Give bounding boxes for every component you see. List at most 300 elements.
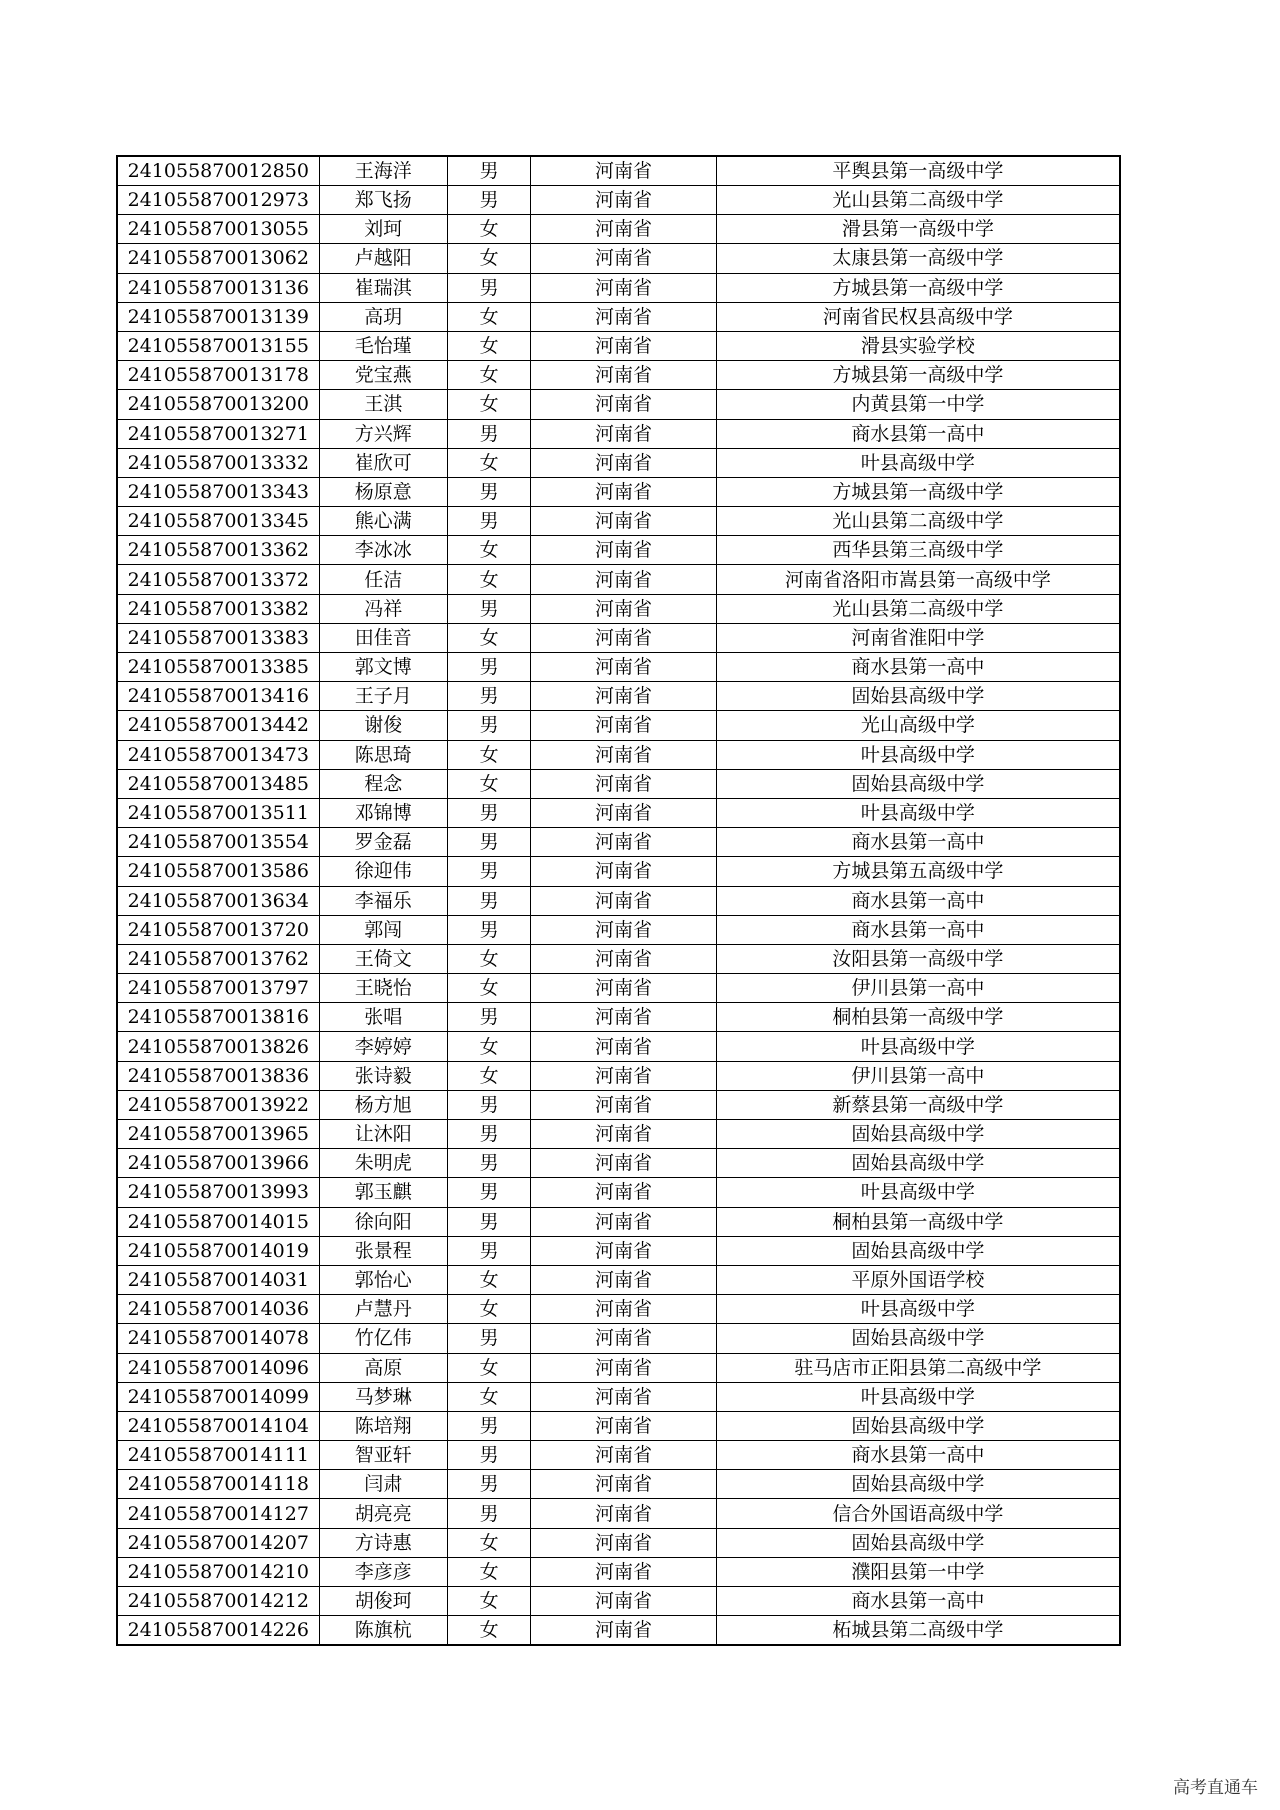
student-id-cell: 241055870013966	[117, 1149, 319, 1178]
student-name-cell: 张唱	[319, 1003, 447, 1032]
table-row	[117, 1032, 1120, 1061]
province-cell: 河南省	[531, 828, 717, 857]
table-row	[117, 1207, 1120, 1236]
school-cell: 固始县高级中学	[716, 1411, 1120, 1440]
school-cell: 固始县高级中学	[716, 1149, 1120, 1178]
school-cell: 商水县第一高中	[716, 1587, 1120, 1616]
table-row	[117, 215, 1120, 244]
table-row	[117, 857, 1120, 886]
student-id-cell: 241055870013200	[117, 390, 319, 419]
school-cell: 叶县高级中学	[716, 798, 1120, 827]
table-row	[117, 623, 1120, 652]
gender-cell: 女	[447, 769, 530, 798]
student-name-cell: 郭怡心	[319, 1265, 447, 1294]
student-id-cell: 241055870013062	[117, 244, 319, 273]
school-cell: 滑县实验学校	[716, 331, 1120, 360]
gender-cell: 男	[447, 477, 530, 506]
table-row	[117, 1528, 1120, 1557]
student-name-cell: 徐向阳	[319, 1207, 447, 1236]
province-cell: 河南省	[531, 507, 717, 536]
student-id-cell: 241055870013797	[117, 974, 319, 1003]
student-name-cell: 任洁	[319, 565, 447, 594]
student-id-cell: 241055870012850	[117, 156, 319, 186]
table-row	[117, 1616, 1120, 1646]
gender-cell: 男	[447, 1470, 530, 1499]
table-row	[117, 1470, 1120, 1499]
student-name-cell: 方兴辉	[319, 419, 447, 448]
student-id-cell: 241055870014118	[117, 1470, 319, 1499]
student-id-cell: 241055870013511	[117, 798, 319, 827]
province-cell: 河南省	[531, 215, 717, 244]
school-cell: 濮阳县第一中学	[716, 1557, 1120, 1586]
table-row	[117, 1441, 1120, 1470]
gender-cell: 女	[447, 215, 530, 244]
student-id-cell: 241055870013993	[117, 1178, 319, 1207]
province-cell: 河南省	[531, 944, 717, 973]
student-name-cell: 毛怡瑾	[319, 331, 447, 360]
table-row	[117, 1411, 1120, 1440]
province-cell: 河南省	[531, 1411, 717, 1440]
student-name-cell: 让沐阳	[319, 1120, 447, 1149]
gender-cell: 男	[447, 682, 530, 711]
student-name-cell: 郭文博	[319, 653, 447, 682]
school-cell: 内黄县第一中学	[716, 390, 1120, 419]
province-cell: 河南省	[531, 448, 717, 477]
student-name-cell: 田佳音	[319, 623, 447, 652]
province-cell: 河南省	[531, 915, 717, 944]
table-row	[117, 769, 1120, 798]
student-name-cell: 罗金磊	[319, 828, 447, 857]
student-id-cell: 241055870013586	[117, 857, 319, 886]
student-id-cell: 241055870012973	[117, 186, 319, 215]
student-name-cell: 王淇	[319, 390, 447, 419]
school-cell: 光山县第二高级中学	[716, 186, 1120, 215]
student-name-cell: 李婷婷	[319, 1032, 447, 1061]
school-cell: 固始县高级中学	[716, 682, 1120, 711]
province-cell: 河南省	[531, 186, 717, 215]
student-name-cell: 郑飞扬	[319, 186, 447, 215]
school-cell: 汝阳县第一高级中学	[716, 944, 1120, 973]
table-row	[117, 1382, 1120, 1411]
student-id-cell: 241055870014111	[117, 1441, 319, 1470]
student-id-cell: 241055870013922	[117, 1090, 319, 1119]
province-cell: 河南省	[531, 477, 717, 506]
gender-cell: 男	[447, 886, 530, 915]
gender-cell: 女	[447, 1557, 530, 1586]
student-id-cell: 241055870014104	[117, 1411, 319, 1440]
table-row	[117, 915, 1120, 944]
gender-cell: 女	[447, 1032, 530, 1061]
gender-cell: 男	[447, 1003, 530, 1032]
table-row	[117, 974, 1120, 1003]
table-row	[117, 1236, 1120, 1265]
student-id-cell: 241055870013178	[117, 361, 319, 390]
student-name-cell: 闫肃	[319, 1470, 447, 1499]
table-row	[117, 1353, 1120, 1382]
school-cell: 商水县第一高中	[716, 886, 1120, 915]
gender-cell: 女	[447, 1587, 530, 1616]
table-row	[117, 1324, 1120, 1353]
province-cell: 河南省	[531, 769, 717, 798]
gender-cell: 女	[447, 1528, 530, 1557]
province-cell: 河南省	[531, 653, 717, 682]
student-name-cell: 陈思琦	[319, 740, 447, 769]
student-id-cell: 241055870013345	[117, 507, 319, 536]
table-row	[117, 1587, 1120, 1616]
student-id-cell: 241055870014127	[117, 1499, 319, 1528]
student-name-cell: 李福乐	[319, 886, 447, 915]
province-cell: 河南省	[531, 1441, 717, 1470]
province-cell: 河南省	[531, 798, 717, 827]
province-cell: 河南省	[531, 974, 717, 1003]
student-name-cell: 张景程	[319, 1236, 447, 1265]
table-row	[117, 390, 1120, 419]
school-cell: 滑县第一高级中学	[716, 215, 1120, 244]
table-row	[117, 828, 1120, 857]
province-cell: 河南省	[531, 390, 717, 419]
province-cell: 河南省	[531, 1587, 717, 1616]
gender-cell: 女	[447, 565, 530, 594]
student-id-cell: 241055870013382	[117, 594, 319, 623]
student-id-cell: 241055870013836	[117, 1061, 319, 1090]
table-row	[117, 507, 1120, 536]
gender-cell: 女	[447, 740, 530, 769]
gender-cell: 女	[447, 244, 530, 273]
student-id-cell: 241055870014212	[117, 1587, 319, 1616]
province-cell: 河南省	[531, 1090, 717, 1119]
province-cell: 河南省	[531, 156, 717, 186]
table-row	[117, 1178, 1120, 1207]
province-cell: 河南省	[531, 361, 717, 390]
student-id-cell: 241055870013965	[117, 1120, 319, 1149]
school-cell: 信合外国语高级中学	[716, 1499, 1120, 1528]
student-id-cell: 241055870013139	[117, 302, 319, 331]
table-row	[117, 244, 1120, 273]
school-cell: 河南省淮阳中学	[716, 623, 1120, 652]
gender-cell: 男	[447, 1178, 530, 1207]
school-cell: 叶县高级中学	[716, 1295, 1120, 1324]
student-id-cell: 241055870014015	[117, 1207, 319, 1236]
table-row	[117, 419, 1120, 448]
school-cell: 固始县高级中学	[716, 1470, 1120, 1499]
student-name-cell: 郭玉麒	[319, 1178, 447, 1207]
student-id-cell: 241055870014099	[117, 1382, 319, 1411]
gender-cell: 女	[447, 1616, 530, 1646]
table-row	[117, 1557, 1120, 1586]
province-cell: 河南省	[531, 1178, 717, 1207]
student-id-cell: 241055870013332	[117, 448, 319, 477]
student-id-cell: 241055870013271	[117, 419, 319, 448]
gender-cell: 男	[447, 1236, 530, 1265]
gender-cell: 男	[447, 186, 530, 215]
school-cell: 商水县第一高中	[716, 653, 1120, 682]
school-cell: 西华县第三高级中学	[716, 536, 1120, 565]
province-cell: 河南省	[531, 1061, 717, 1090]
table-row	[117, 740, 1120, 769]
student-id-cell: 241055870013634	[117, 886, 319, 915]
school-cell: 平原外国语学校	[716, 1265, 1120, 1294]
province-cell: 河南省	[531, 1353, 717, 1382]
gender-cell: 男	[447, 828, 530, 857]
gender-cell: 男	[447, 798, 530, 827]
school-cell: 方城县第一高级中学	[716, 273, 1120, 302]
student-name-cell: 程念	[319, 769, 447, 798]
student-name-cell: 方诗惠	[319, 1528, 447, 1557]
gender-cell: 女	[447, 1265, 530, 1294]
school-cell: 固始县高级中学	[716, 1324, 1120, 1353]
table-row	[117, 653, 1120, 682]
province-cell: 河南省	[531, 1528, 717, 1557]
school-cell: 固始县高级中学	[716, 769, 1120, 798]
student-name-cell: 竹亿伟	[319, 1324, 447, 1353]
student-name-cell: 刘珂	[319, 215, 447, 244]
student-name-cell: 高原	[319, 1353, 447, 1382]
table-row	[117, 302, 1120, 331]
table-row	[117, 1061, 1120, 1090]
province-cell: 河南省	[531, 1470, 717, 1499]
province-cell: 河南省	[531, 565, 717, 594]
school-cell: 光山县第二高级中学	[716, 594, 1120, 623]
student-id-cell: 241055870014207	[117, 1528, 319, 1557]
student-id-cell: 241055870013383	[117, 623, 319, 652]
school-cell: 叶县高级中学	[716, 448, 1120, 477]
student-name-cell: 熊心满	[319, 507, 447, 536]
student-id-cell: 241055870014031	[117, 1265, 319, 1294]
student-name-cell: 陈旗杭	[319, 1616, 447, 1646]
roster-body	[117, 156, 1120, 1645]
province-cell: 河南省	[531, 1120, 717, 1149]
province-cell: 河南省	[531, 682, 717, 711]
school-cell: 河南省洛阳市嵩县第一高级中学	[716, 565, 1120, 594]
watermark-text: 高考直通车	[1173, 1778, 1258, 1798]
gender-cell: 女	[447, 361, 530, 390]
province-cell: 河南省	[531, 623, 717, 652]
province-cell: 河南省	[531, 1207, 717, 1236]
gender-cell: 女	[447, 1382, 530, 1411]
student-name-cell: 谢俊	[319, 711, 447, 740]
school-cell: 桐柏县第一高级中学	[716, 1003, 1120, 1032]
student-id-cell: 241055870013416	[117, 682, 319, 711]
school-cell: 商水县第一高中	[716, 419, 1120, 448]
student-id-cell: 241055870013720	[117, 915, 319, 944]
school-cell: 商水县第一高中	[716, 1441, 1120, 1470]
student-name-cell: 卢慧丹	[319, 1295, 447, 1324]
school-cell: 方城县第一高级中学	[716, 361, 1120, 390]
table-row	[117, 886, 1120, 915]
school-cell: 固始县高级中学	[716, 1236, 1120, 1265]
student-name-cell: 胡亮亮	[319, 1499, 447, 1528]
student-id-cell: 241055870013372	[117, 565, 319, 594]
table-row	[117, 1499, 1120, 1528]
student-name-cell: 郭闯	[319, 915, 447, 944]
school-cell: 河南省民权县高级中学	[716, 302, 1120, 331]
province-cell: 河南省	[531, 886, 717, 915]
province-cell: 河南省	[531, 1149, 717, 1178]
student-name-cell: 高玥	[319, 302, 447, 331]
gender-cell: 女	[447, 623, 530, 652]
student-name-cell: 杨方旭	[319, 1090, 447, 1119]
table-row	[117, 273, 1120, 302]
gender-cell: 女	[447, 1061, 530, 1090]
student-id-cell: 241055870013155	[117, 331, 319, 360]
gender-cell: 女	[447, 331, 530, 360]
student-name-cell: 崔欣可	[319, 448, 447, 477]
gender-cell: 男	[447, 653, 530, 682]
province-cell: 河南省	[531, 331, 717, 360]
gender-cell: 男	[447, 1499, 530, 1528]
gender-cell: 女	[447, 390, 530, 419]
table-row	[117, 477, 1120, 506]
province-cell: 河南省	[531, 594, 717, 623]
table-row	[117, 594, 1120, 623]
student-id-cell: 241055870013762	[117, 944, 319, 973]
school-cell: 叶县高级中学	[716, 740, 1120, 769]
gender-cell: 女	[447, 944, 530, 973]
province-cell: 河南省	[531, 536, 717, 565]
student-id-cell: 241055870013554	[117, 828, 319, 857]
table-row	[117, 682, 1120, 711]
gender-cell: 女	[447, 1295, 530, 1324]
student-id-cell: 241055870014210	[117, 1557, 319, 1586]
table-row	[117, 1265, 1120, 1294]
gender-cell: 男	[447, 1207, 530, 1236]
province-cell: 河南省	[531, 1003, 717, 1032]
student-id-cell: 241055870014019	[117, 1236, 319, 1265]
student-id-cell: 241055870013442	[117, 711, 319, 740]
school-cell: 光山县第二高级中学	[716, 507, 1120, 536]
student-id-cell: 241055870013473	[117, 740, 319, 769]
province-cell: 河南省	[531, 740, 717, 769]
student-id-cell: 241055870013485	[117, 769, 319, 798]
school-cell: 方城县第五高级中学	[716, 857, 1120, 886]
student-name-cell: 王子月	[319, 682, 447, 711]
student-id-cell: 241055870014078	[117, 1324, 319, 1353]
school-cell: 伊川县第一高中	[716, 974, 1120, 1003]
student-id-cell: 241055870014036	[117, 1295, 319, 1324]
student-id-cell: 241055870013136	[117, 273, 319, 302]
province-cell: 河南省	[531, 1236, 717, 1265]
table-row	[117, 798, 1120, 827]
school-cell: 固始县高级中学	[716, 1528, 1120, 1557]
province-cell: 河南省	[531, 419, 717, 448]
gender-cell: 男	[447, 1324, 530, 1353]
province-cell: 河南省	[531, 1616, 717, 1646]
gender-cell: 男	[447, 711, 530, 740]
school-cell: 商水县第一高中	[716, 828, 1120, 857]
student-id-cell: 241055870014226	[117, 1616, 319, 1646]
province-cell: 河南省	[531, 1557, 717, 1586]
table-row	[117, 361, 1120, 390]
student-id-cell: 241055870013362	[117, 536, 319, 565]
student-id-cell: 241055870013385	[117, 653, 319, 682]
table-row	[117, 536, 1120, 565]
school-cell: 太康县第一高级中学	[716, 244, 1120, 273]
student-name-cell: 李彦彦	[319, 1557, 447, 1586]
province-cell: 河南省	[531, 273, 717, 302]
gender-cell: 男	[447, 273, 530, 302]
gender-cell: 女	[447, 448, 530, 477]
province-cell: 河南省	[531, 1324, 717, 1353]
student-name-cell: 党宝燕	[319, 361, 447, 390]
province-cell: 河南省	[531, 1295, 717, 1324]
student-name-cell: 李冰冰	[319, 536, 447, 565]
student-name-cell: 邓锦博	[319, 798, 447, 827]
student-name-cell: 王晓怡	[319, 974, 447, 1003]
province-cell: 河南省	[531, 1499, 717, 1528]
province-cell: 河南省	[531, 1382, 717, 1411]
student-id-cell: 241055870014096	[117, 1353, 319, 1382]
table-row	[117, 1003, 1120, 1032]
student-id-cell: 241055870013816	[117, 1003, 319, 1032]
gender-cell: 男	[447, 915, 530, 944]
gender-cell: 男	[447, 1411, 530, 1440]
student-name-cell: 冯祥	[319, 594, 447, 623]
province-cell: 河南省	[531, 711, 717, 740]
province-cell: 河南省	[531, 244, 717, 273]
province-cell: 河南省	[531, 302, 717, 331]
student-name-cell: 杨原意	[319, 477, 447, 506]
table-row	[117, 186, 1120, 215]
school-cell: 叶县高级中学	[716, 1032, 1120, 1061]
student-name-cell: 胡俊珂	[319, 1587, 447, 1616]
student-name-cell: 卢越阳	[319, 244, 447, 273]
table-row	[117, 944, 1120, 973]
school-cell: 平舆县第一高级中学	[716, 156, 1120, 186]
school-cell: 商水县第一高中	[716, 915, 1120, 944]
gender-cell: 男	[447, 1441, 530, 1470]
gender-cell: 男	[447, 1090, 530, 1119]
province-cell: 河南省	[531, 857, 717, 886]
table-row	[117, 1090, 1120, 1119]
school-cell: 方城县第一高级中学	[716, 477, 1120, 506]
table-row	[117, 156, 1120, 186]
gender-cell: 男	[447, 1120, 530, 1149]
province-cell: 河南省	[531, 1032, 717, 1061]
student-id-cell: 241055870013826	[117, 1032, 319, 1061]
table-row	[117, 565, 1120, 594]
gender-cell: 男	[447, 507, 530, 536]
school-cell: 驻马店市正阳县第二高级中学	[716, 1353, 1120, 1382]
school-cell: 叶县高级中学	[716, 1178, 1120, 1207]
table-row	[117, 1149, 1120, 1178]
student-name-cell: 张诗毅	[319, 1061, 447, 1090]
table-row	[117, 711, 1120, 740]
school-cell: 柘城县第二高级中学	[716, 1616, 1120, 1646]
school-cell: 光山高级中学	[716, 711, 1120, 740]
gender-cell: 男	[447, 419, 530, 448]
student-name-cell: 朱明虎	[319, 1149, 447, 1178]
table-row	[117, 331, 1120, 360]
gender-cell: 女	[447, 974, 530, 1003]
table-row	[117, 1120, 1120, 1149]
province-cell: 河南省	[531, 1265, 717, 1294]
gender-cell: 女	[447, 1353, 530, 1382]
school-cell: 新蔡县第一高级中学	[716, 1090, 1120, 1119]
gender-cell: 男	[447, 594, 530, 623]
student-name-cell: 王海洋	[319, 156, 447, 186]
student-id-cell: 241055870013055	[117, 215, 319, 244]
school-cell: 固始县高级中学	[716, 1120, 1120, 1149]
student-name-cell: 陈培翔	[319, 1411, 447, 1440]
table-row	[117, 1295, 1120, 1324]
gender-cell: 女	[447, 302, 530, 331]
student-name-cell: 徐迎伟	[319, 857, 447, 886]
school-cell: 伊川县第一高中	[716, 1061, 1120, 1090]
gender-cell: 男	[447, 156, 530, 186]
student-name-cell: 马梦琳	[319, 1382, 447, 1411]
gender-cell: 女	[447, 536, 530, 565]
gender-cell: 男	[447, 857, 530, 886]
